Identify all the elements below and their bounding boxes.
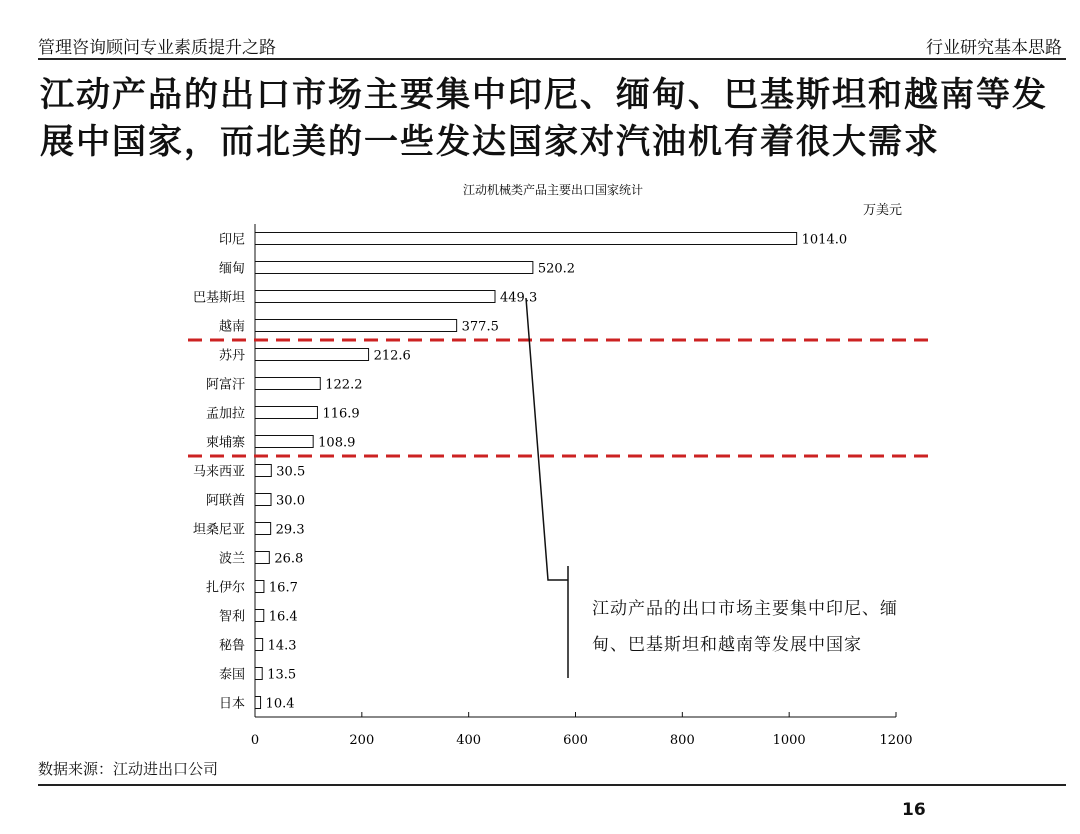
callout-line-1: 江动产品的出口市场主要集中印尼、缅 [592,599,898,619]
header-left-title: 管理咨询顾问专业素质提升之路 [38,38,276,58]
category-label: 苏丹 [218,348,245,364]
value-label: 16.4 [268,609,298,625]
category-label: 波兰 [218,551,245,567]
value-label: 14.3 [267,638,297,654]
x-tick-label: 400 [456,733,482,748]
x-tick-label: 1000 [772,733,806,748]
category-label: 孟加拉 [205,406,245,422]
value-label: 449.3 [500,290,538,306]
data-source: 数据来源：江动进出口公司 [38,760,219,778]
value-label: 29.3 [275,522,305,538]
category-label: 阿联酋 [205,493,245,509]
bar [255,407,317,419]
bar [255,233,797,245]
bar [255,349,369,361]
value-label: 10.4 [265,696,295,712]
category-label: 泰国 [218,667,245,683]
slide-headline: 江动产品的出口市场主要集中印尼、缅甸、巴基斯坦和越南等发展中国家，而北美的一些发达国家对汽油机有着很大需求 [40,75,1048,162]
page-number: 16 [902,800,926,820]
bar [255,552,269,564]
category-label: 扎伊尔 [205,580,245,596]
bar [255,465,271,477]
x-tick-label: 600 [563,733,588,748]
bar [255,610,264,622]
value-label: 1014.0 [801,232,848,248]
x-tick-label: 1200 [879,733,913,748]
value-label: 520.2 [537,261,576,277]
bar [255,697,261,709]
category-label: 坦桑尼亚 [192,522,245,538]
value-label: 377.5 [461,319,499,335]
category-label: 越南 [218,319,245,335]
chart-title: 江动机械类产品主要出口国家统计 [462,183,644,197]
x-tick-label: 0 [250,733,260,748]
x-tick-label: 200 [349,733,375,748]
category-label: 马来西亚 [192,464,245,480]
header-right-title: 行业研究基本思路 [926,38,1062,58]
value-label: 13.5 [267,667,297,683]
value-label: 116.9 [322,406,360,422]
value-label: 108.9 [318,435,356,451]
bar [255,436,313,448]
category-label: 印尼 [218,232,245,248]
value-label: 30.0 [276,493,305,509]
category-label: 阿富汗 [205,377,245,393]
category-label: 日本 [218,696,245,712]
bar [255,291,495,303]
category-label: 巴基斯坦 [192,290,245,306]
value-label: 30.5 [276,464,306,480]
value-label: 26.8 [274,551,304,567]
callout-line-2: 甸、巴基斯坦和越南等发展中国家 [592,635,862,655]
footer-divider [38,784,1066,786]
bar [255,639,263,651]
bar [255,668,262,680]
chart-unit-label: 万美元 [862,203,902,218]
x-tick-label: 800 [669,733,695,748]
bar [255,581,264,593]
category-label: 柬埔寨 [205,435,245,451]
category-label: 缅甸 [218,261,245,277]
bar [255,262,533,274]
category-label: 智利 [218,609,245,625]
bar [255,523,271,535]
value-label: 16.7 [268,580,298,596]
value-label: 122.2 [325,377,363,393]
callout-text [592,591,962,663]
bar [255,378,320,390]
bar [255,494,271,506]
category-label: 秘鲁 [218,638,245,654]
bar [255,320,457,332]
value-label: 212.6 [373,348,411,364]
